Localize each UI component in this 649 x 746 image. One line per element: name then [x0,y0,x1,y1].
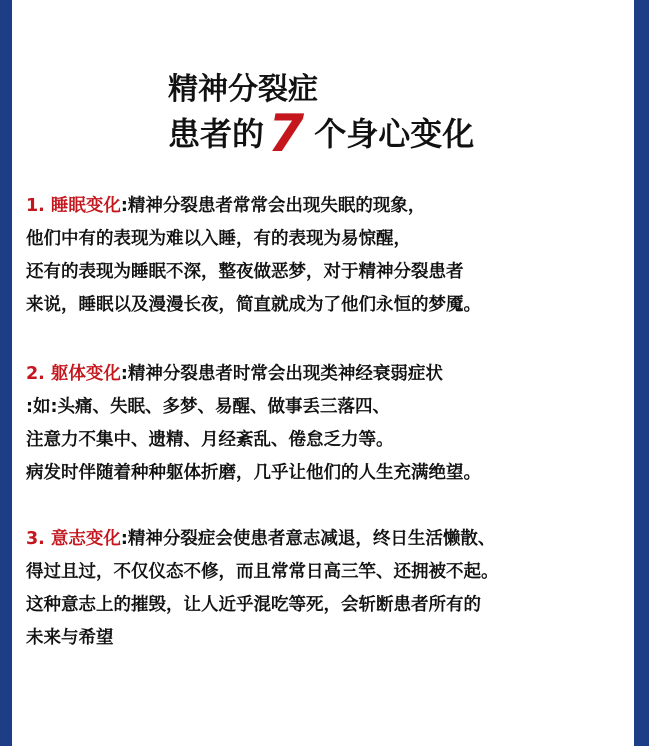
section-heading: 2. 躯体变化 [26,364,121,384]
title-line-2 [168,104,475,164]
section-line: 他们中有的表现为难以入睡，有的表现为易惊醒， [26,229,411,249]
section-line: 病发时伴随着种种躯体折磨，几乎让他们的人生充满绝望。 [26,463,481,483]
title-line-1: 精神分裂症 [168,72,318,107]
section-heading: 1. 睡眠变化 [26,196,121,216]
section-line: :如:头痛、失眠、多梦、易醒、做事丢三落四、 [26,397,390,417]
title-number: 7 [268,104,305,164]
section-line: 2. 躯体变化:精神分裂患者时常会出现类神经衰弱症状 [26,364,443,384]
section-line: 注意力不集中、遗精、月经紊乱、倦怠乏力等。 [26,430,394,450]
section-line: 还有的表现为睡眠不深，整夜做恶梦，对于精神分裂患者 [26,262,464,282]
title-prefix: 患者的 [168,115,265,153]
section-body [26,358,636,490]
section-line: 3. 意志变化:精神分裂症会使患者意志减退，终日生活懒散、 [26,529,496,549]
section-will [26,523,636,655]
section-line: 得过且过，不仅仪态不修，而且常常日高三竿、还拥被不起。 [26,562,499,582]
title-suffix: 个身心变化 [314,115,475,153]
section-line: 未来与希望 [26,628,114,648]
section-line: 来说，睡眠以及漫漫长夜，简直就成为了他们永恒的梦魇。 [26,295,481,315]
section-sleep [26,190,636,322]
section-heading: 3. 意志变化 [26,529,121,549]
section-line: 这种意志上的摧毁，让人近乎混吃等死，会斩断患者所有的 [26,595,481,615]
section-line: 1. 睡眠变化:精神分裂患者常常会出现失眠的现象， [26,196,426,216]
